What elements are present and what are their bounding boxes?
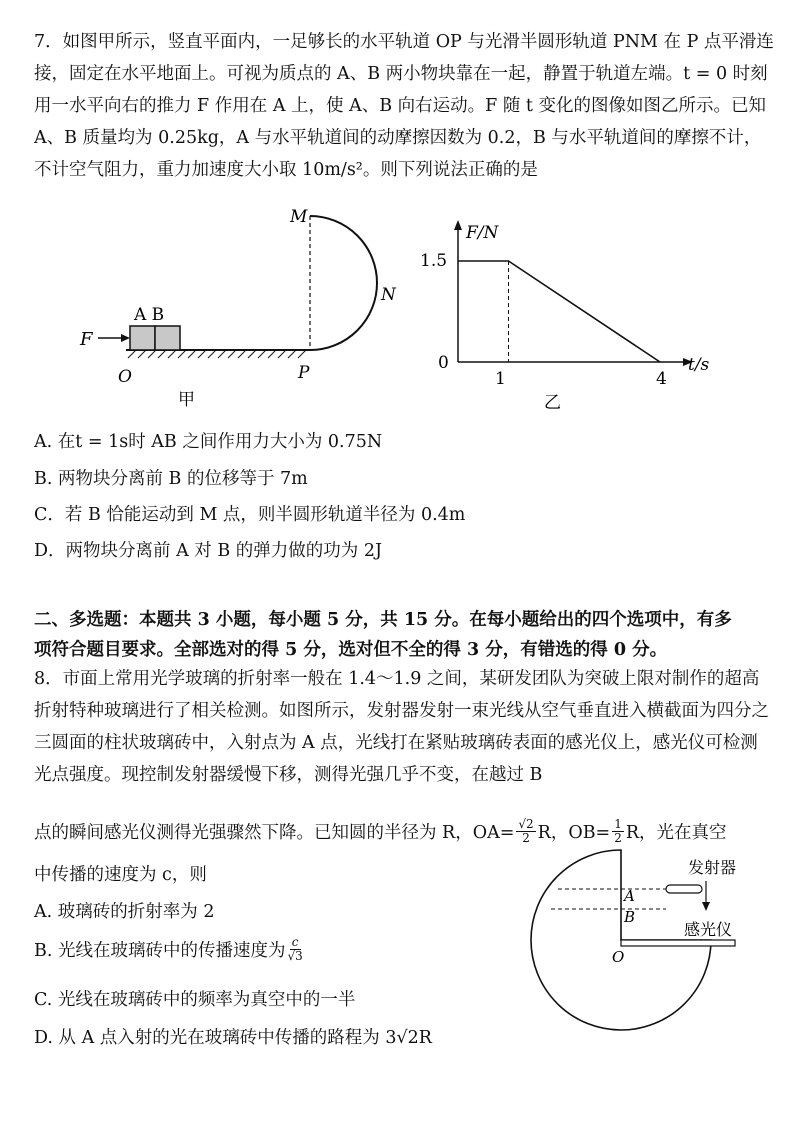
section2-heading-line2: 项符合题目要求。全部选对的得 5 分，选对但不全的得 3 分，有错选的得 0 分。 (34, 640, 668, 660)
q8-stem-part3: 中传播的速度为 c，则 (34, 865, 207, 885)
frac-oa (516, 818, 535, 845)
q8-stem-text-c: R，光在真空 (625, 823, 727, 843)
caption-yi: 乙 (544, 393, 561, 412)
frac-c-num: c (291, 935, 299, 949)
label-o: O (612, 948, 625, 966)
frac-c-den: √3 (287, 949, 303, 963)
block-b (155, 326, 180, 350)
q8-option-d: D. 从 A 点入射的光在玻璃砖中传播的路程为 3√2R (34, 1028, 432, 1048)
section2-heading-line1: 二、多选题：本题共 3 小题，每小题 5 分，共 15 分。在每小题给出的四个选项中，有多 (34, 610, 732, 630)
label-sensor: 感光仪 (684, 920, 733, 939)
q7-option-d: D．两物块分离前 A 对 B 的弹力做的功为 2J (34, 541, 382, 561)
ground-hatch (128, 350, 306, 358)
frac-ob (612, 818, 624, 845)
label-m: M (290, 207, 308, 227)
label-p: P (298, 363, 310, 383)
q8-option-c: C. 光线在玻璃砖中的频率为真空中的一半 (34, 990, 356, 1010)
q8-stem-text-b: R，OB= (537, 823, 611, 843)
y-tick-label: 1.5 (420, 251, 448, 271)
y-axis-label: F/N (466, 223, 499, 243)
block-a (130, 326, 155, 350)
semicircle-track (310, 216, 377, 350)
x-tick-label-4: 4 (656, 369, 667, 389)
frac-ob-num: 1 (614, 817, 622, 831)
figure-yi-chart (410, 212, 710, 412)
label-o: O (118, 367, 132, 387)
label-f: F (80, 329, 93, 350)
q8-option-b-text: B. 光线在玻璃砖中的传播速度为 (34, 941, 286, 961)
label-a: A (624, 887, 635, 905)
q8-option-b (34, 936, 303, 963)
q7-option-c: C．若 B 恰能运动到 M 点，则半圆形轨道半径为 0.4m (34, 505, 466, 525)
label-ab: A B (134, 305, 165, 325)
label-b: B (624, 908, 636, 926)
q8-stem-part2 (34, 818, 727, 845)
x-tick-label-1: 1 (495, 369, 506, 389)
frac-ob-den: 2 (614, 831, 622, 845)
x-axis-label: t/s (688, 355, 710, 375)
emitter (666, 885, 702, 893)
frac-oa-den: 2 (522, 831, 530, 845)
q8-stem-text-a: 点的瞬间感光仪测得光强骤然下降。已知圆的半径为 R，OA= (34, 823, 515, 843)
q7-option-b: B. 两物块分离前 B 的位移等于 7m (34, 469, 308, 489)
q7-stem: 7．如图甲所示，竖直平面内，一足够长的水平轨道 OP 与光滑半圆形轨道 PNM 在 P 点平滑连接，固定在水平地面上。可视为质点的 A、B 两小物块靠在一起，静置于轨道左端。t = 0 时刻用一水平向右的推力 F 作用在 A 上，使 A、B 向右运动。F 随 t 变化的图像如图乙所示。已知 A、B 质量均为 0.25kg，A 与水平轨道间的动摩擦因数为 0.2，B 与水平轨道间的摩擦不计，不计空气阻力，重力加速度大小取 10m/s²。则下列说法正确的是 (34, 32, 774, 180)
figure-jia (70, 200, 420, 410)
q8-option-a: A. 玻璃砖的折射率为 2 (34, 902, 215, 922)
force-series-line (458, 261, 660, 362)
sensor (621, 940, 735, 946)
caption-jia: 甲 (178, 390, 195, 410)
frac-c-sqrt3 (288, 936, 303, 963)
origin-label: 0 (438, 353, 449, 373)
figure-glass-brick (516, 845, 776, 1045)
frac-oa-num: √2 (518, 817, 534, 831)
label-n: N (381, 285, 396, 305)
label-emitter: 发射器 (688, 858, 737, 877)
q7-option-a: A. 在t = 1s时 AB 之间作用力大小为 0.75N (34, 432, 383, 452)
q8-stem-part1: 8．市面上常用光学玻璃的折射率一般在 1.4～1.9 之间，某研发团队为突破上限对制作的超高折射特种玻璃进行了相关检测。如图所示，发射器发射一束光线从空气垂直进入横截面为四分之三圆面的柱状玻璃砖中，入射点为 A 点，光线打在紧贴玻璃砖表面的感光仪上，感光仪可检测光点强度。现控制发射器缓慢下移，测得光强几乎不变，在越过 B (34, 669, 769, 785)
